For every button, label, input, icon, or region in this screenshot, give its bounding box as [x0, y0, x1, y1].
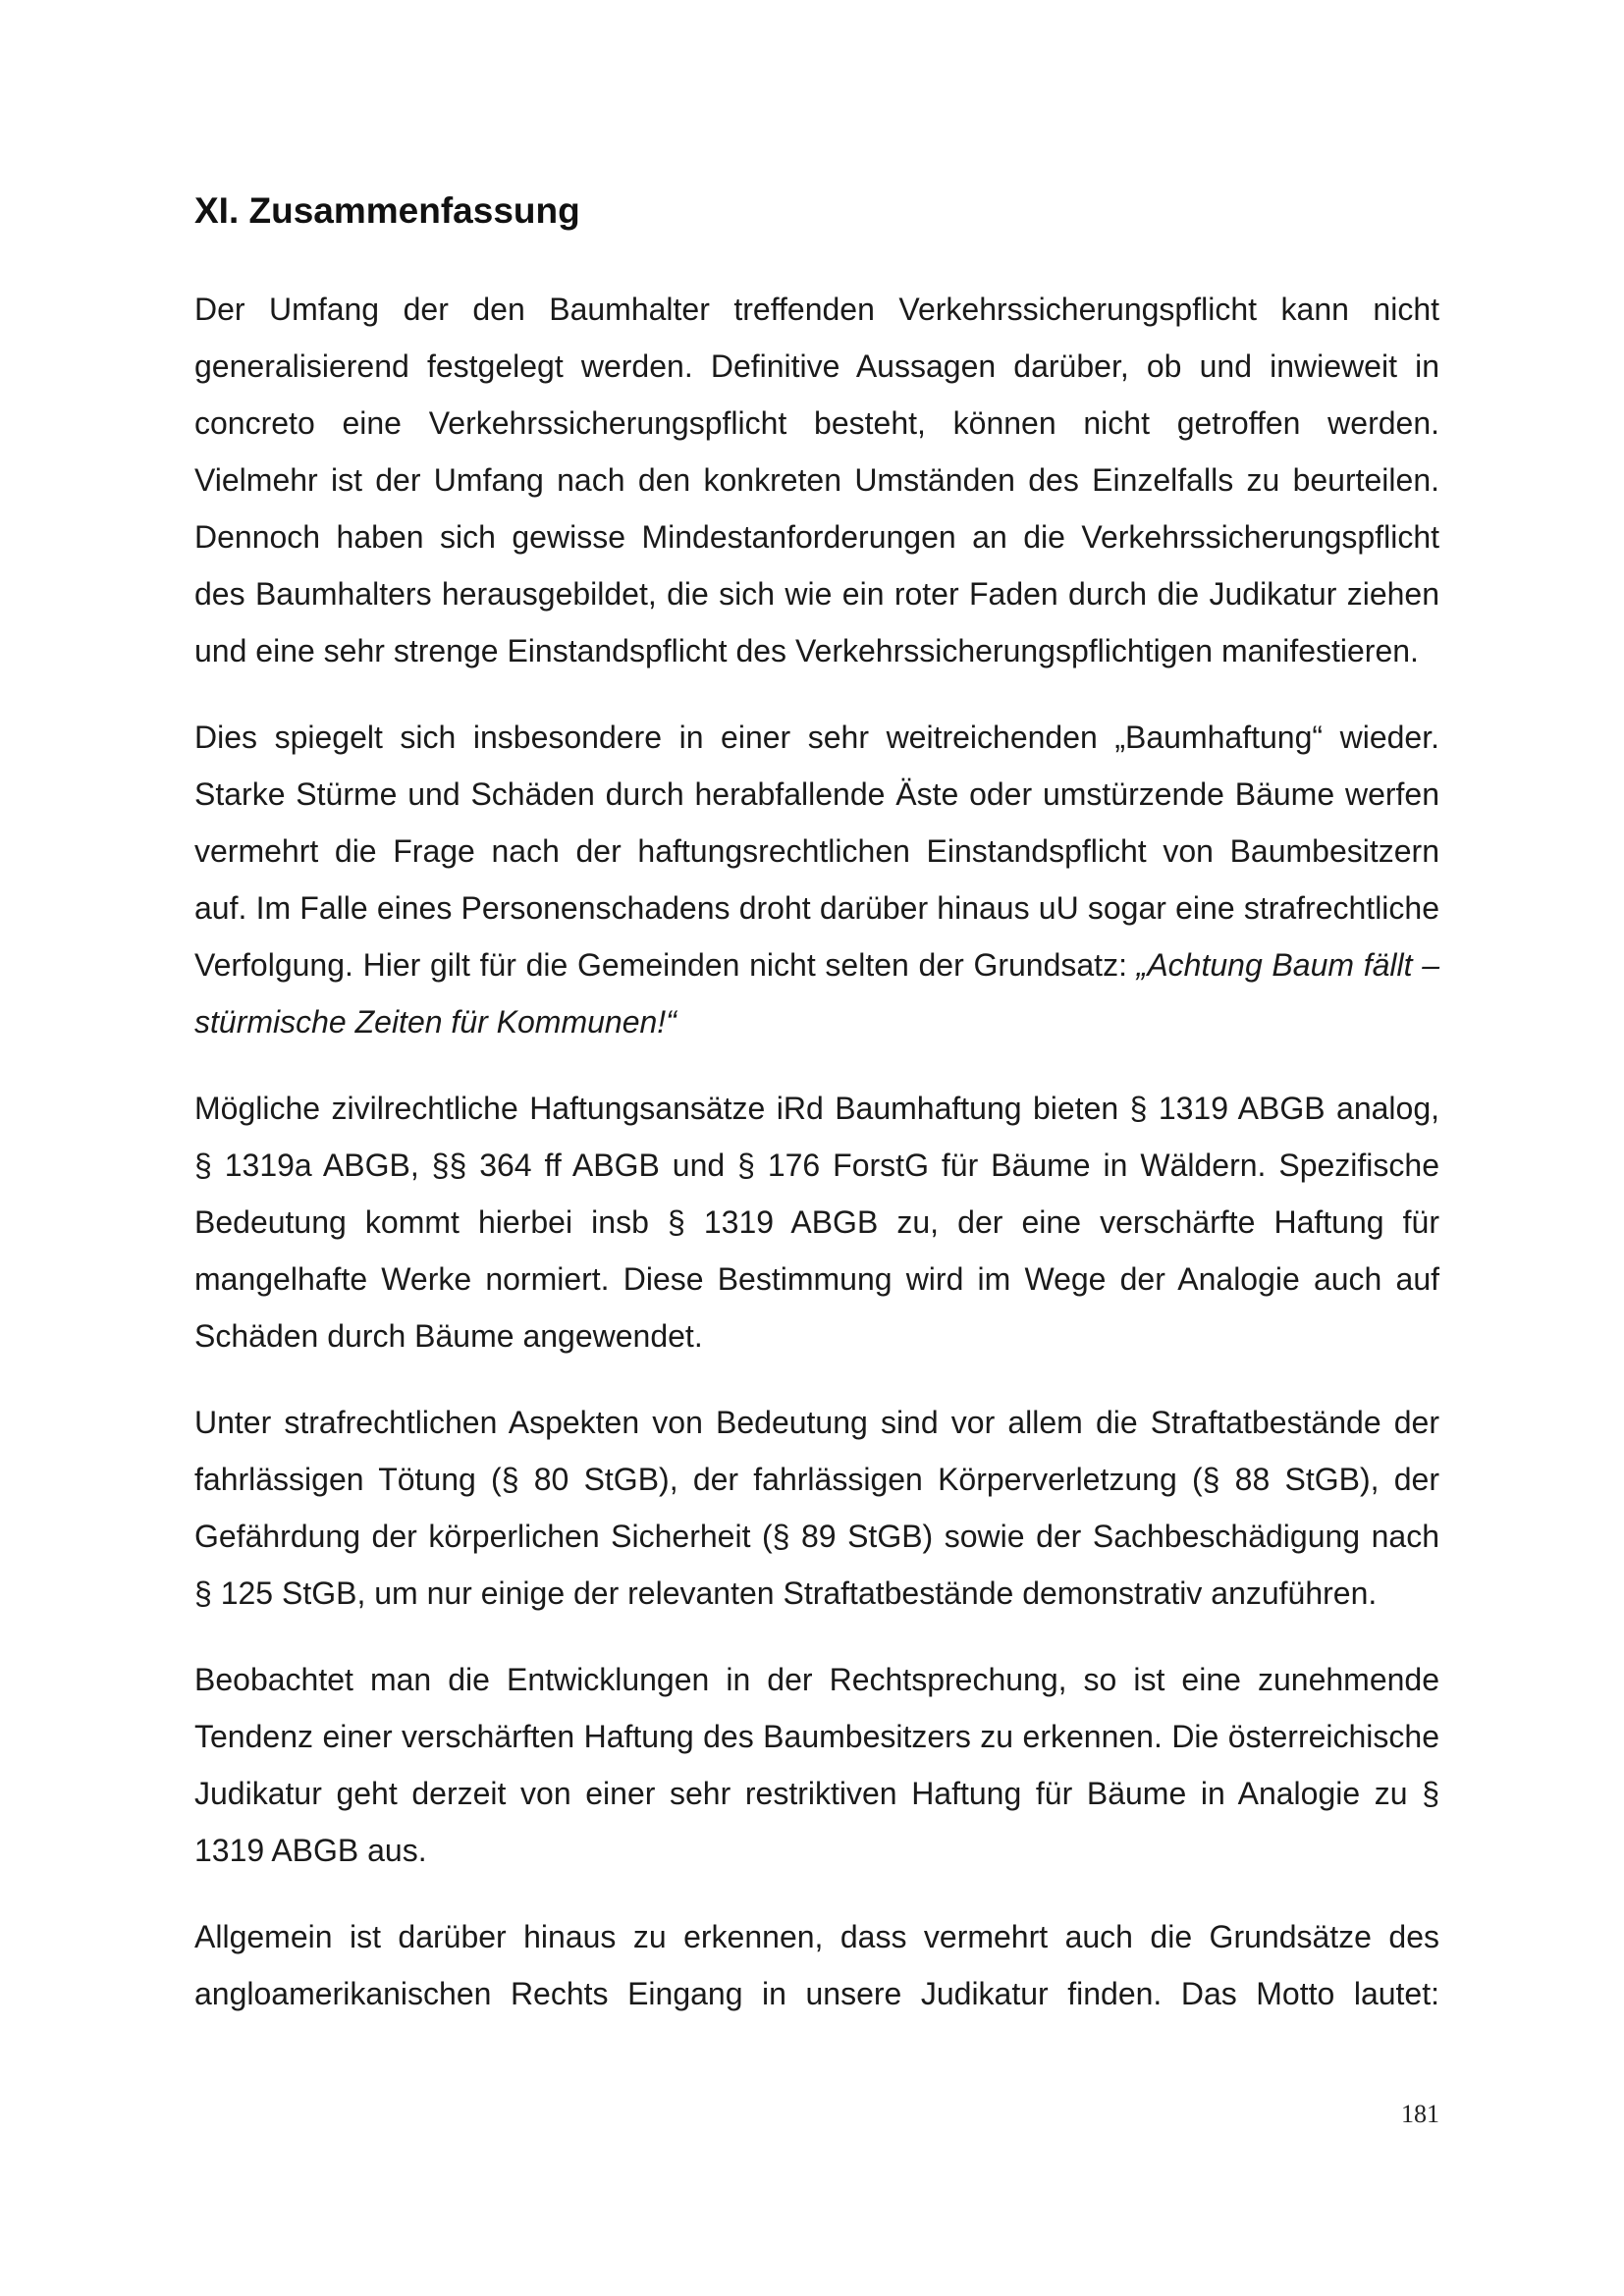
document-page	[194, 187, 1439, 2022]
paragraph-5: Beobachtet man die Entwicklungen in der Rechtsprechung, so ist eine zunehmende Tendenz einer verschärften Haftung des Baumbesitzers zu erkennen. Die österreichische Judikatur geht derzeit von einer sehr restriktiven Haftung für Bäume in Analogie zu § 1319 ABGB aus.	[194, 1662, 1439, 1868]
page-number: 181	[1401, 2100, 1439, 2128]
paragraph-2-quote: „Achtung Baum fällt – stürmische Zeiten für Kommunen!“	[194, 947, 1440, 1040]
paragraph-4: Unter strafrechtlichen Aspekten von Bedeutung sind vor allem die Straftatbestände der fahrlässigen Tötung (§ 80 StGB), der fahrlässigen Körperverletzung (§ 88 StGB), der Gefährdung der körperlichen Sicherheit (§ 89 StGB) sowie der Sachbeschädigung nach § 125 StGB, um nur einige der relevanten Straftatbestände demonstrativ anzuführen.	[194, 1405, 1439, 1611]
paragraph-2-text: Dies spiegelt sich insbesondere in einer sehr weitreichenden „Baumhaftung“ wieder. Starke Stürme und Schäden durch herabfallende Äste oder umstürzende Bäume werfen vermehrt die Frage nach der haftungsrechtlichen Einstandspflicht von Baumbesitzern auf. Im Falle eines Personenschadens droht darüber hinaus uU sogar eine strafrechtliche Verfolgung. Hier gilt für die Gemeinden nicht selten der Grundsatz:	[194, 720, 1439, 983]
section-heading: XI. Zusammenfassung	[194, 190, 580, 231]
paragraph-1: Der Umfang der den Baumhalter treffenden Verkehrssicherungspflicht kann nicht generalisierend festgelegt werden. Definitive Aussagen darüber, ob und inwieweit in concreto eine Verkehrssicherungspflicht besteht, können nicht getroffen werden. Vielmehr ist der Umfang nach den konkreten Umständen des Einzelfalls zu beurteilen. Dennoch haben sich gewisse Mindestanforderungen an die Verkehrssicherungspflicht des Baumhalters herausgebildet, die sich wie ein roter Faden durch die Judikatur ziehen und eine sehr strenge Einstandspflicht des Verkehrssicherungspflichtigen manifestieren.	[194, 292, 1439, 668]
paragraph-2	[194, 709, 1439, 1050]
paragraph-6: Allgemein ist darüber hinaus zu erkennen, dass vermehrt auch die Grundsätze des angloamerikanischen Rechts Eingang in unsere Judikatur finden. Das Motto lautet:	[194, 1919, 1439, 2011]
paragraph-3: Mögliche zivilrechtliche Haftungsansätze iRd Baumhaftung bieten § 1319 ABGB analog, § 1319a ABGB, §§ 364 ff ABGB und § 176 ForstG für Bäume in Wäldern. Spezifische Bedeutung kommt hierbei insb § 1319 ABGB zu, der eine verschärfte Haftung für mangelhafte Werke normiert. Diese Bestimmung wird im Wege der Analogie auch auf Schäden durch Bäume angewendet.	[194, 1091, 1439, 1354]
